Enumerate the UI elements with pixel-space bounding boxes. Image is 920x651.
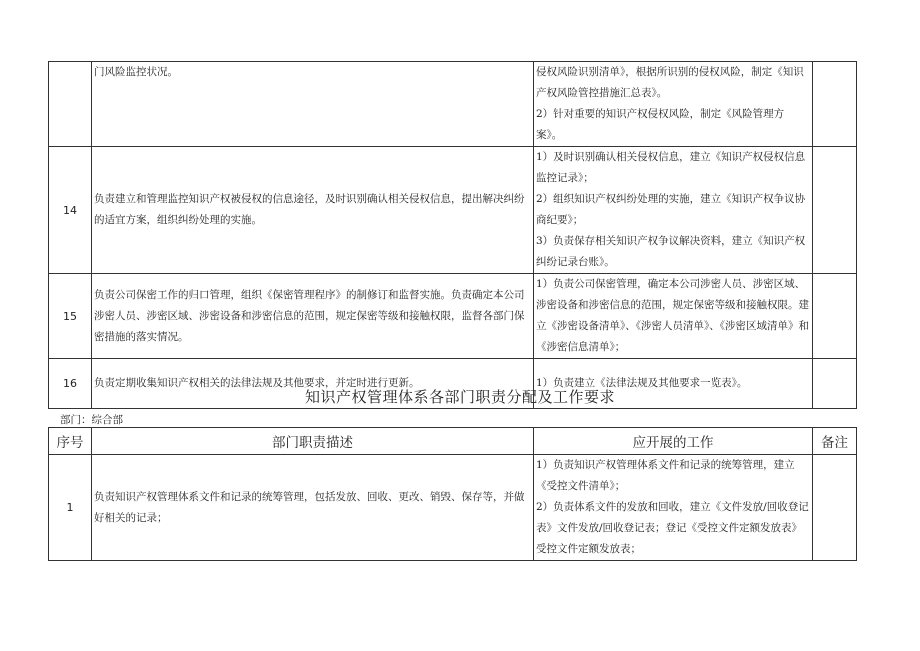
- work-item: 2）负责体系文件的发放和回收，建立《文件发放/回收登记表》文件发放/回收登记表；登记《受控文件定额发放表》受控文件定额发放表；: [536, 501, 809, 555]
- header-description: 部门职责描述: [92, 428, 534, 455]
- row-number: 15: [49, 274, 92, 359]
- work-item: 1）负责建立《法律法规及其他要求一览表》。: [536, 377, 748, 389]
- header-work: 应开展的工作: [534, 428, 813, 455]
- section-title: 知识产权管理体系各部门职责分配及工作要求: [304, 388, 615, 406]
- required-work: [534, 62, 813, 147]
- work-item: 3）负责保存相关知识产权争议解决资料，建立《知识产权纠纷记录台账》。: [536, 235, 806, 268]
- remark-cell: [813, 274, 857, 359]
- work-item: 1）负责公司保密管理，确定本公司涉密人员、涉密区域、涉密设备和涉密信息的范围，规定保密等级和接触权限。建立《涉密设备清单》、《涉密人员清单》、《涉密区域清单》和《涉密信息清单》；: [536, 278, 809, 353]
- table-row: [49, 455, 857, 561]
- required-work: [534, 274, 813, 359]
- row-number: 16: [49, 359, 92, 409]
- department-label: 部门：综合部: [60, 414, 123, 426]
- work-item: 1）负责知识产权管理体系文件和记录的统筹管理，建立《受控文件清单》；: [536, 459, 795, 492]
- header-remark: 备注: [813, 428, 857, 455]
- remark-cell: [813, 62, 857, 147]
- work-item: 1）及时识别确认相关侵权信息，建立《知识产权侵权信息监控记录》；: [536, 151, 806, 184]
- continued-responsibility-table: [48, 61, 857, 409]
- row-number: [49, 62, 92, 147]
- remark-cell: [813, 147, 857, 274]
- table-header-row: [49, 428, 857, 455]
- table-row: [49, 62, 857, 147]
- table-row: [49, 274, 857, 359]
- duty-description: 负责知识产权管理体系文件和记录的统筹管理，包括发放、回收、更改、销毁、保存等，并做好相关的记录；: [92, 455, 534, 561]
- row-number: 14: [49, 147, 92, 274]
- work-item: 2）组织知识产权纠纷处理的实施，建立《知识产权争议协商纪要》；: [536, 193, 806, 226]
- department-responsibility-table: [48, 427, 857, 561]
- remark-cell: [813, 455, 857, 561]
- required-work: [534, 147, 813, 274]
- work-item: 侵权风险识别清单》，根据所识别的侵权风险，制定《知识产权风险管控措施汇总表》。: [536, 66, 804, 99]
- duty-description: 负责公司保密工作的归口管理，组织《保密管理程序》的制修订和监督实施。负责确定本公司涉密人员、涉密区域、涉密设备和涉密信息的范围，规定保密等级和接触权限，监督各部门保密措施的落实情况。: [92, 274, 534, 359]
- work-item: 2）针对重要的知识产权侵权风险，制定《风险管理方案》。: [536, 108, 785, 141]
- table-row: [49, 147, 857, 274]
- required-work: [534, 455, 813, 561]
- duty-description: 负责建立和管理监控知识产权被侵权的信息途径，及时识别确认相关侵权信息，提出解决纠纷的适宜方案，组织纠纷处理的实施。: [92, 147, 534, 274]
- row-number: 1: [49, 455, 92, 561]
- duty-description: 负责定期收集知识产权相关的法律法规及其他要求，并定时进行更新。: [92, 359, 534, 409]
- duty-description: 门风险监控状况。: [92, 62, 534, 147]
- header-number: 序号: [49, 428, 92, 455]
